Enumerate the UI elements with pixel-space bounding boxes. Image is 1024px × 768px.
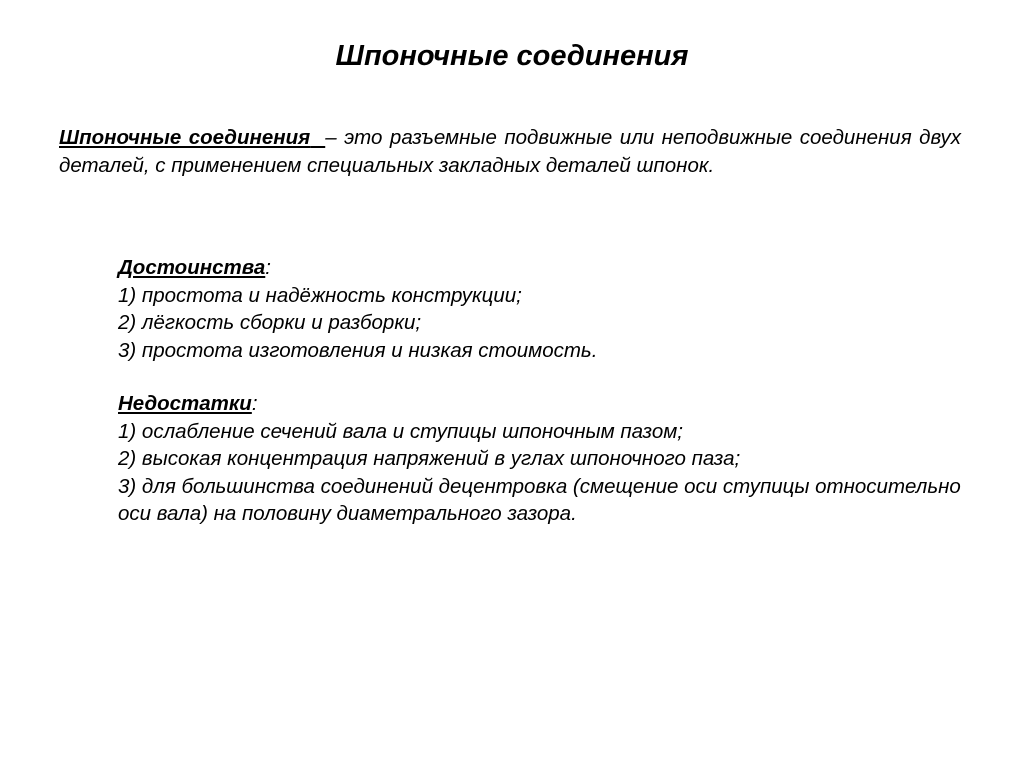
definition-gap [310, 126, 325, 149]
definition-text: это разъемные подвижные или неподвижные соединения двух деталей, с применением специальных закладных деталей шпонок. [59, 126, 961, 177]
advantages-heading-text: Достоинства [118, 256, 266, 279]
disadvantages-section [118, 390, 978, 528]
disadvantages-heading-text: Недостатки [118, 392, 252, 415]
advantages-heading [118, 254, 978, 282]
advantages-item-2: 2) лёгкость сборки и разборки; [118, 311, 422, 334]
disadvantages-heading [118, 390, 978, 418]
advantages-heading-colon: : [265, 256, 271, 279]
definition-paragraph [59, 124, 961, 180]
disadvantages-item-1: 1) ослабление сечений вала и ступицы шпоночным пазом; [118, 419, 684, 443]
advantages-item-3: 3) простота изготовления и низкая стоимость. [118, 338, 598, 362]
advantages-section [118, 254, 978, 364]
disadvantages-item-2: 2) высокая концентрация напряжений в углах шпоночного паза; [118, 447, 741, 470]
page-title: Шпоночные соединения [335, 40, 689, 72]
definition-dash: – [325, 126, 337, 149]
disadvantages-heading-colon: : [251, 392, 258, 415]
advantages-item-1: 1) простота и надёжность конструкции; [118, 283, 522, 307]
definition-term: Шпоночные соединения [59, 126, 311, 149]
disadvantages-item-3: 3) для большинства соединений децентровка (смещение оси ступицы относительно оси вала) на половину диаметрального зазора. [118, 474, 961, 525]
